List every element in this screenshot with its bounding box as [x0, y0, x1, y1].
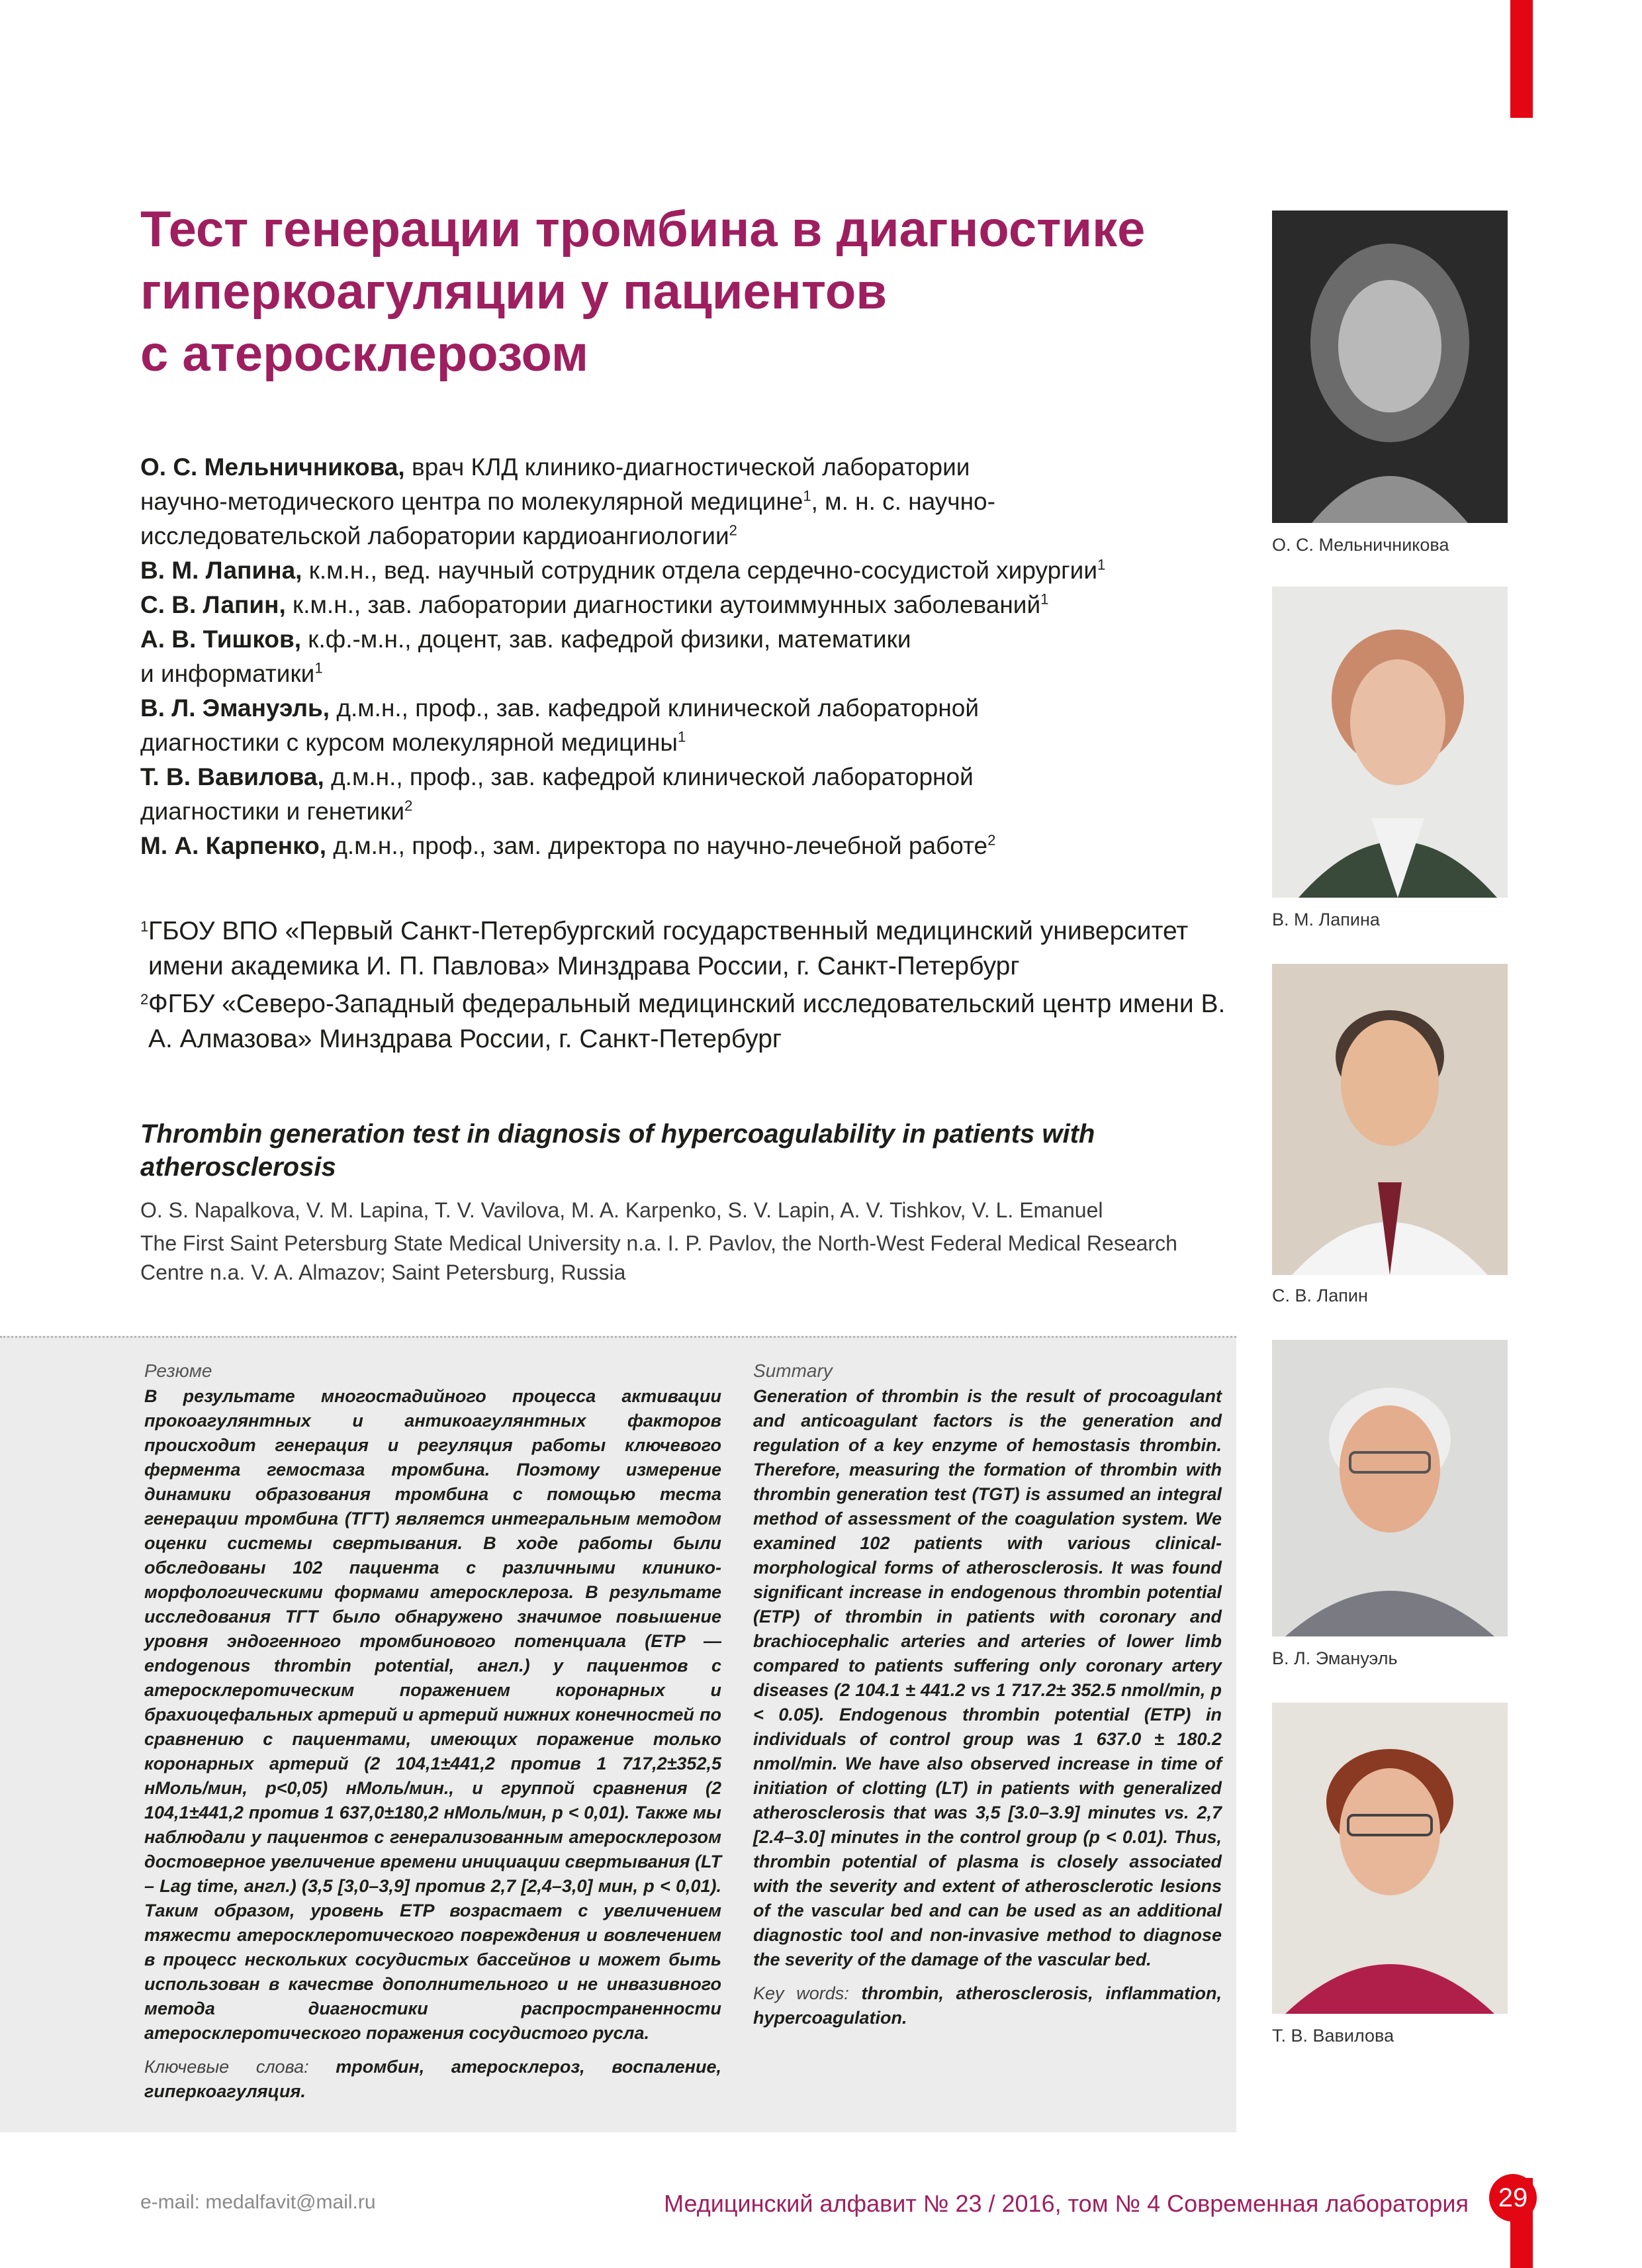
affil-text: ГБОУ ВПО «Первый Санкт-Петербургский государственный медицинский университет имени академика И. П. Павлова» Минздрава России, г. Санкт-Петербург: [148, 917, 1189, 980]
affil-num: 2: [140, 991, 149, 1008]
author-photo: [1272, 1340, 1508, 1636]
affil-sup: 2: [987, 831, 996, 849]
author-desc: врач КЛД клинико-диагностической лаборатории: [411, 453, 970, 481]
affil-sup: 1: [1097, 556, 1106, 573]
author-desc: диагностики с курсом молекулярной медицины: [140, 729, 678, 756]
title-line: гиперкоагуляции у пациентов: [140, 263, 888, 320]
title-line: с атеросклерозом: [140, 326, 589, 382]
author-entry: [140, 588, 1239, 622]
author-photo: [1272, 964, 1508, 1275]
author-name: В. М. Лапина,: [140, 557, 302, 584]
abstract-ru: [144, 1358, 721, 2104]
photo-caption: С. В. Лапин: [1272, 1286, 1368, 1305]
author-name: О. С. Мельничникова,: [140, 453, 405, 481]
keywords-value: тромбин, атеросклероз, воспаление, гиперкоагуляция.: [144, 2057, 721, 2101]
author-name: М. А. Карпенко,: [140, 832, 327, 859]
affil-sup: 1: [314, 659, 323, 677]
author-name: Т. В. Вавилова,: [140, 763, 324, 790]
author-photo: [1272, 211, 1508, 523]
page-number: 29: [1489, 2174, 1537, 2222]
abstract-en: [753, 1358, 1222, 2030]
author-photo: [1272, 1703, 1508, 2014]
affil-sup: 2: [729, 522, 737, 539]
keywords-value: thrombin, atherosclerosis, inflammation, hypercoagulation.: [753, 1983, 1222, 2028]
footer-journal: Медицинский алфавит № 23 / 2016, том № 4 Современная лаборатория: [664, 2190, 1469, 2217]
english-authors: O. S. Napalkova, V. M. Lapina, T. V. Vavilova, M. A. Karpenko, S. V. Lapin, A. V. Tishkov, V. L. Emanuel: [140, 1198, 1103, 1222]
affil-text: ФГБУ «Северо-Западный федеральный медицинский исследовательский центр имени В. А. Алмазова» Минздрава России, г. Санкт-Петербург: [148, 990, 1226, 1053]
author-entry: [140, 622, 1239, 691]
title-line: Тест генерации тромбина в диагностике: [140, 201, 1146, 258]
author-desc: исследовательской лаборатории кардиоангиологии: [140, 522, 729, 549]
author-photo: [1272, 587, 1508, 898]
author-name: С. В. Лапин,: [140, 591, 286, 618]
author-name: А. В. Тишков,: [140, 626, 301, 653]
author-entry: [140, 829, 1239, 863]
photo-caption: Т. В. Вавилова: [1272, 2026, 1394, 2046]
article-title: [140, 199, 1212, 385]
affil-sup: 2: [404, 797, 413, 814]
author-desc: диагностики и генетики: [140, 798, 405, 825]
author-entry: [140, 691, 1239, 760]
author-desc: к.м.н., вед. научный сотрудник отдела сердечно-сосудистой хирургии: [302, 557, 1098, 584]
affil-num: 1: [140, 918, 149, 935]
affil-sup: 1: [678, 728, 686, 745]
english-header: [140, 1117, 1239, 1287]
top-accent-bar: [1510, 0, 1533, 118]
photo-caption: В. М. Лапина: [1272, 910, 1380, 929]
photo-caption: О. С. Мельничникова: [1272, 535, 1449, 555]
english-affiliation: The First Saint Petersburg State Medical University n.a. I. P. Pavlov, the North-West Federal Medical Research Centre n.a. V. A. Almazov; Saint Petersburg, Russia: [140, 1231, 1177, 1284]
english-title: Thrombin generation test in diagnosis of hypercoagulability in patients with atherosclerosis: [140, 1119, 1095, 1182]
keywords-en: [753, 1981, 1222, 2030]
affil-sup: 1: [803, 487, 811, 504]
keywords-label: Key words:: [753, 1983, 862, 2003]
author-desc: к.ф.-м.н., доцент, зав. кафедрой физики, математики: [301, 626, 911, 653]
keywords-ru: [144, 2055, 721, 2104]
author-desc: , м. н. с. научно-: [811, 488, 995, 515]
author-desc: д.м.н., проф., зав. кафедрой клинической лабораторной: [324, 763, 974, 790]
abstract-ru-label: Резюме: [144, 1360, 212, 1381]
author-entry: [140, 450, 1239, 553]
author-desc: и информатики: [140, 660, 315, 687]
affiliation-list: [140, 914, 1239, 1059]
abstract-en-text: Generation of thrombin is the result of procoagulant and anticoagulant factors is the generation and regulation of a key enzyme of hemostasis thrombin. Therefore, measuring the formation of thrombin with thrombin generation test (TGT) is assumed an integral method of assessment of the coagulation system. We examined 102 patients with various clinical-morphological forms of atherosclerosis. It was found significant increase in endogenous thrombin potential (ETP) of thrombin in patients with coronary and brachiocephalic arteries and arteries of lower limb compared to patients suffering only coronary artery diseases (2 104.1 ± 441.2 vs 1 717.2± 352.5 nmol/min, p < 0.05). Endogenous thrombin potential (ETP) in individuals of control group was 1 637.0 ± 180.2 nmol/min. We have also observed increase in time of initiation of clotting (LT) in patients with generalized atherosclerosis that was 3,5 [3.0–3.9] minutes vs. 2,7 [2.4–3.0] minutes in the control group (p < 0.01). Thus, thrombin potential of plasma is closely associated with the severity and extent of atherosclerotic lesions of the vascular bed and can be used as an additional diagnostic tool and non-invasive method to diagnose the severity of the damage of the vascular bed.: [753, 1386, 1222, 1969]
author-entry: [140, 553, 1239, 588]
author-entry: [140, 760, 1239, 829]
abstract-ru-text: В результате многостадийного процесса активации прокоагулянтных и антикоагулянтных факторов происходит генерация и регуляция работы ключевого фермента гемостаза тромбина. Поэтому измерение динамики образования тромбина с помощью теста генерации тромбина (ТГТ) является интегральным методом оценки системы свертывания. В ходе работы были обследованы 102 пациента с различными клинико-морфологическими формами атеросклероза. В результате исследования ТГТ было обнаружено значимое повышение уровня эндогенного тромбинового потенциала (ETP — endogenous thrombin potential, англ.) у пациентов с атеросклеротическим поражением коронарных и брахиоцефальных артерий и артерий нижних конечностей по сравнению с пациентами, имеющих поражение только коронарных артерий (2 104,1±441,2 против 1 717,2±352,5 нМоль/мин, p<0,05) нМоль/мин., и группой сравнения (2 104,1±441,2 против 1 637,0±180,2 нМоль/мин, p < 0,01). Также мы наблюдали у пациентов с генерализованным атеросклерозом достоверное увеличение времени инициации свертывания (LT – Lag time, англ.) (3,5 [3,0–3,9] против 2,7 [2,4–3,0] мин, p < 0,01). Таким образом, уровень ETP возрастает с увеличением тяжести атеросклеротического повреждения и вовлечением в процесс нескольких сосудистых бассейнов и может быть использован в качестве дополнительного и не инвазивного метода диагностики распространенности атеросклеротического поражения сосудистого русла.: [144, 1386, 721, 2043]
author-desc: д.м.н., проф., зам. директора по научно-лечебной работе: [326, 832, 988, 859]
photo-caption: В. Л. Эмануэль: [1272, 1648, 1398, 1668]
affiliation: [140, 914, 1239, 984]
author-name: В. Л. Эмануэль,: [140, 694, 330, 722]
keywords-label: Ключевые слова:: [144, 2057, 336, 2077]
author-desc: научно-методического центра по молекулярной медицине: [140, 488, 803, 515]
abstract-en-label: Summary: [753, 1360, 833, 1381]
footer-email: e-mail: medalfavit@mail.ru: [140, 2191, 376, 2213]
affil-sup: 1: [1040, 591, 1049, 608]
affiliation: [140, 986, 1239, 1057]
author-desc: к.м.н., зав. лаборатории диагностики аутоиммунных заболеваний: [285, 591, 1041, 618]
author-desc: д.м.н., проф., зав. кафедрой клинической лабораторной: [330, 694, 980, 722]
author-list: [140, 450, 1239, 863]
